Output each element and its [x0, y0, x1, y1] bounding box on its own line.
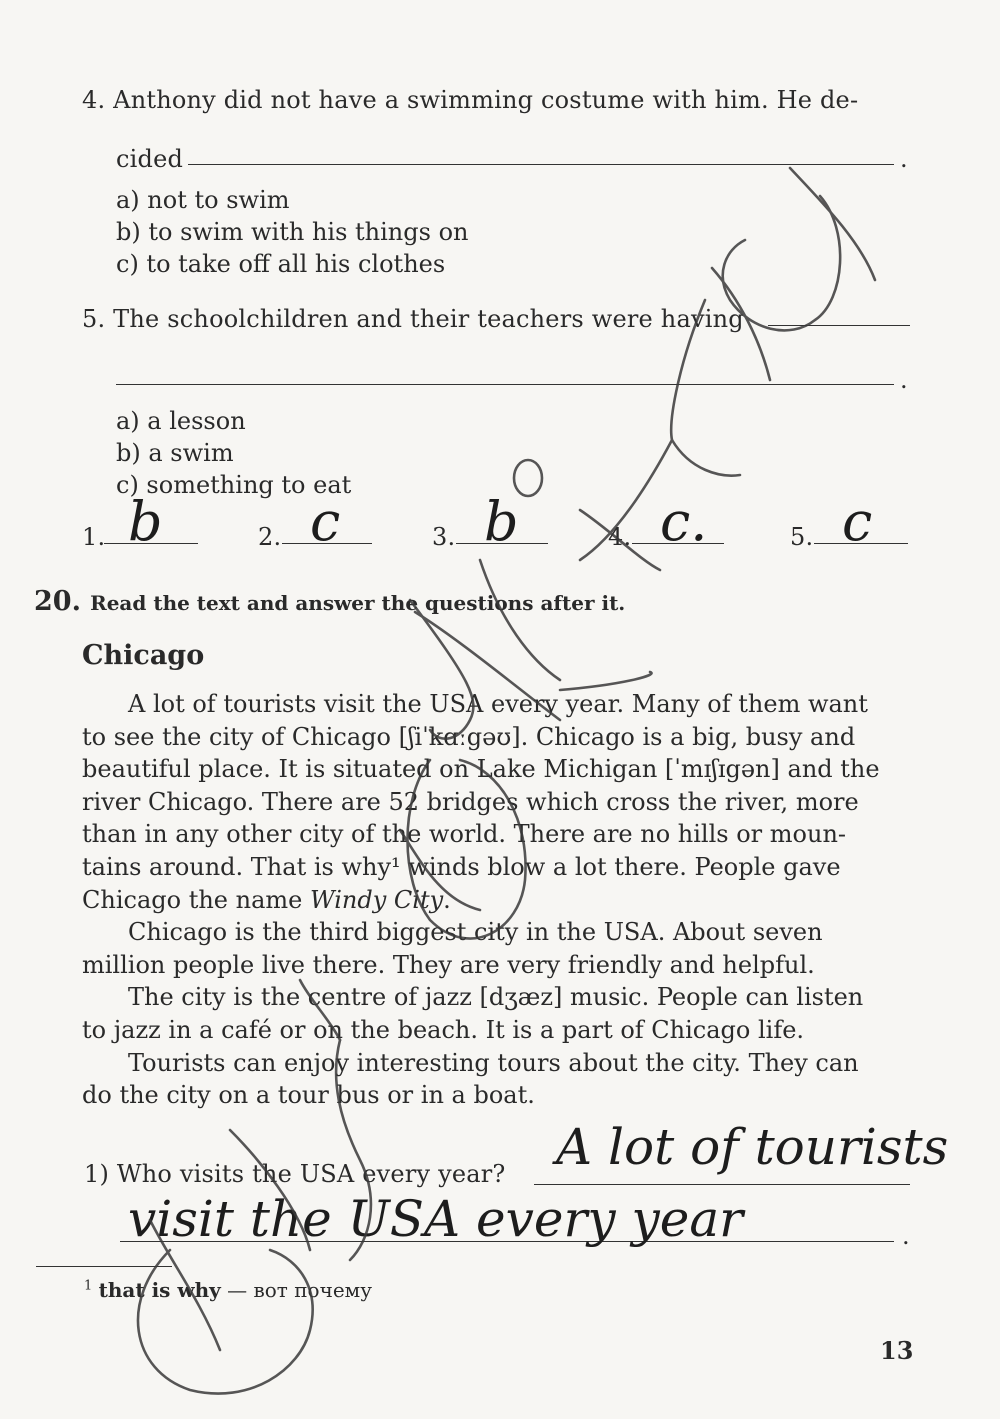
question-1-end-dot: .: [902, 1222, 910, 1250]
footnote-translation: вот почему: [253, 1278, 372, 1302]
p3-line: The city is the centre of jazz [dʒæz] music. People can listen: [128, 983, 864, 1012]
article-title: Chicago: [82, 640, 205, 671]
footnote-divider: [36, 1266, 172, 1267]
article-body: [82, 688, 912, 1112]
exercise-instruction: Read the text and answer the questions after it.: [90, 591, 626, 615]
answer-num-1: 1.: [82, 523, 106, 551]
q5-option-a: a) a lesson: [116, 407, 246, 435]
q5-option-b: b) a swim: [116, 439, 234, 467]
q4-option-b: b) to swim with his things on: [116, 218, 469, 246]
p1-line: beautiful place. It is situated on Lake Michigan [ˈmɪʃɪgən] and the: [82, 755, 880, 784]
footnote-term: that is why: [98, 1278, 221, 1302]
page-number: 13: [880, 1336, 914, 1365]
q5-option-c: c) something to eat: [116, 471, 352, 499]
q5-line1: [82, 305, 744, 333]
p1-line: A lot of tourists visit the USA every year. Many of them want: [128, 690, 868, 718]
p1-line: to see the city of Chicago [ʃiˈkɑːgəʊ]. Chicago is a big, busy and: [82, 722, 856, 751]
q4-end-dot: .: [900, 145, 908, 173]
answer-num-3: 3.: [432, 523, 456, 551]
p3-line: to jazz in a café or on the beach. It is a part of Chicago life.: [82, 1015, 805, 1044]
exercise-header: [34, 586, 625, 617]
answer-hand-5: c: [842, 490, 873, 553]
question-1-text: 1) Who visits the USA every year?: [84, 1160, 506, 1188]
q5-end-dot: .: [900, 366, 908, 394]
q4-line1: [82, 86, 858, 114]
q4-line2: cided: [116, 145, 184, 173]
p2-line: Chicago is the third biggest city in the USA. About seven: [128, 918, 823, 947]
p1-line: tains around. That is why¹ winds blow a lot there. People gave: [82, 852, 841, 881]
q5-text: The schoolchildren and their teachers were having: [113, 305, 744, 333]
q5-answer-line-2[interactable]: [116, 384, 894, 385]
q4-number: 4.: [82, 86, 106, 114]
answer-num-2: 2.: [258, 523, 282, 551]
footnote-mark: 1: [84, 1278, 93, 1294]
p1-line: river Chicago. There are 52 bridges which cross the river, more: [82, 787, 859, 816]
exercise-number: 20.: [34, 586, 81, 617]
question-1-hand-line2: visit the USA every year: [128, 1190, 744, 1248]
paragraph-3: [82, 981, 912, 1046]
answer-num-4: 4.: [608, 523, 632, 551]
paragraph-4: [82, 1047, 912, 1112]
q4-option-a: a) not to swim: [116, 186, 290, 214]
answer-num-5: 5.: [790, 523, 814, 551]
q4-option-c: c) to take off all his clothes: [116, 250, 446, 278]
paragraph-2: [82, 916, 912, 981]
p1-line-last: Chicago the name Windy City.: [82, 885, 451, 914]
footnote: $^1$ that is why — вот почему: [84, 1278, 372, 1302]
q5-number: 5.: [82, 305, 106, 333]
question-1-hand-line1: A lot of tourists: [556, 1118, 949, 1176]
p4-line: Tourists can enjoy interesting tours about the city. They can: [128, 1048, 859, 1077]
answer-hand-2: c: [310, 490, 341, 553]
paragraph-1: [82, 688, 912, 916]
p2-line: million people live there. They are very friendly and helpful.: [82, 950, 815, 979]
question-1-answer-line-1[interactable]: [534, 1184, 910, 1185]
answer-hand-3: b: [484, 490, 519, 553]
q4-text: Anthony did not have a swimming costume with him. He de-: [113, 86, 859, 114]
q5-answer-line-1[interactable]: [768, 325, 910, 326]
answer-hand-4: c.: [660, 490, 708, 553]
windy-city-term: Windy City: [309, 885, 444, 914]
q4-answer-line[interactable]: [188, 164, 894, 165]
p1-line: than in any other city of the world. There are no hills or moun-: [82, 820, 847, 849]
p4-line: do the city on a tour bus or in a boat.: [82, 1081, 535, 1110]
answer-hand-1: b: [128, 490, 163, 553]
